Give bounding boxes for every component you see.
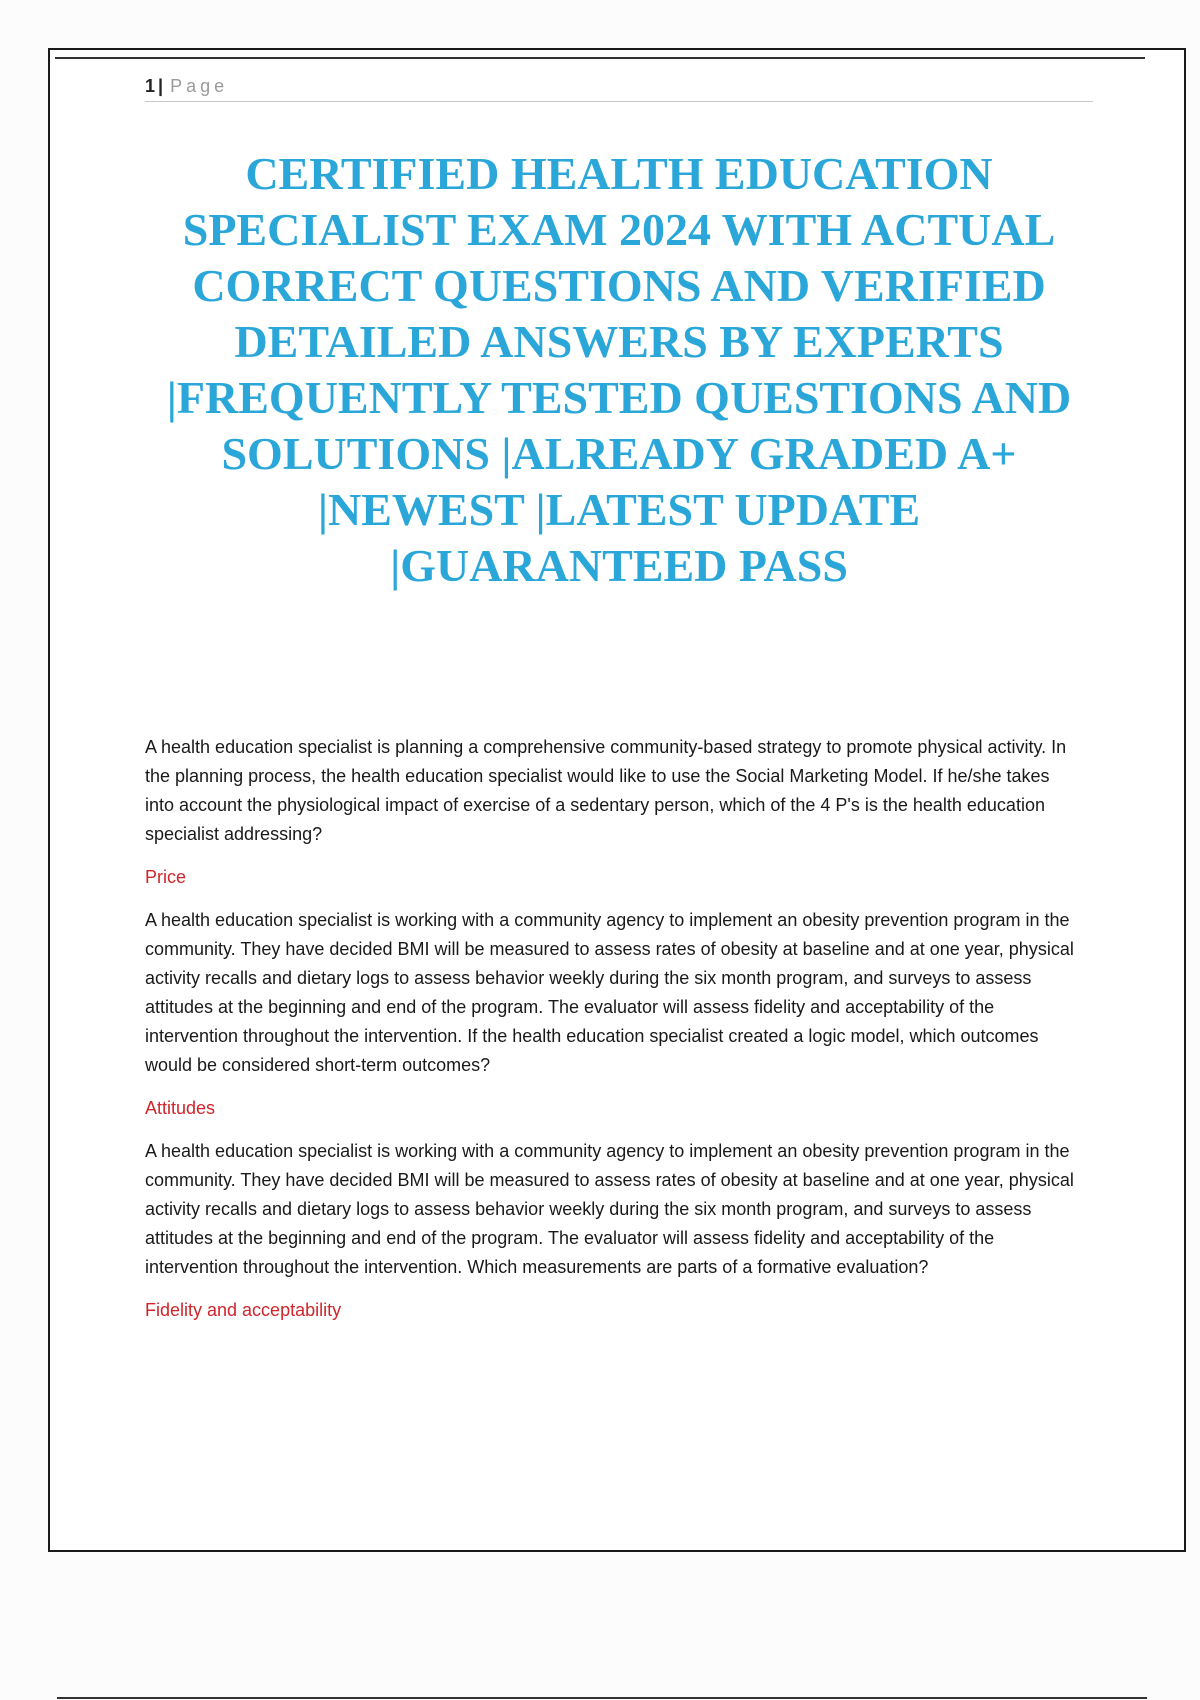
answer-2: Attitudes [145, 1098, 216, 1118]
page-separator: | [158, 76, 165, 96]
bottom-rule [57, 1697, 1147, 1699]
answer-3: Fidelity and acceptability [145, 1300, 342, 1320]
top-rule [55, 57, 1145, 59]
question-3: A health education specialist is working with a community agency to implement an obesity prevention program in the community. They have decided BMI will be measured to assess rates of obesity at baseline and at one year, physical activity recalls and dietary logs to assess behavior weekly during the six month program, and surveys to assess attitudes at the beginning and end of the program. The evaluator will assess fidelity and acceptability of the intervention throughout the intervention. Which measurements are parts of a formative evaluation? [145, 1141, 1074, 1277]
document-title: CERTIFIED HEALTH EDUCATION SPECIALIST EXAM 2024 WITH ACTUAL CORRECT QUESTIONS AND VERIFIED DETAILED ANSWERS BY EXPERTS |FREQUENTLY TESTED QUESTIONS AND SOLUTIONS |ALREADY GRADED A+ |NEWEST |LATEST UPDATE |GUARANTEED PASS [166, 148, 1072, 591]
question-1: A health education specialist is planning a comprehensive community-based strategy to promote physical activity. In the planning process, the health education specialist would like to use the Social Marketing Model. If he/she takes into account the physiological impact of exercise of a sedentary person, which of the 4 P's is the health education specialist addressing? [145, 737, 1067, 844]
answer-1: Price [145, 867, 187, 887]
question-2: A health education specialist is working with a community agency to implement an obesity prevention program in the community. They have decided BMI will be measured to assess rates of obesity at baseline and at one year, physical activity recalls and dietary logs to assess behavior weekly during the six month program, and surveys to assess attitudes at the beginning and end of the program. The evaluator will assess fidelity and acceptability of the intervention throughout the intervention. If the health education specialist created a logic model, which outcomes would be considered short-term outcomes? [145, 910, 1074, 1075]
qa-list [145, 733, 1075, 1339]
page-header [145, 74, 1093, 102]
page-label: Page [170, 76, 229, 96]
page-number: 1 [145, 76, 157, 96]
